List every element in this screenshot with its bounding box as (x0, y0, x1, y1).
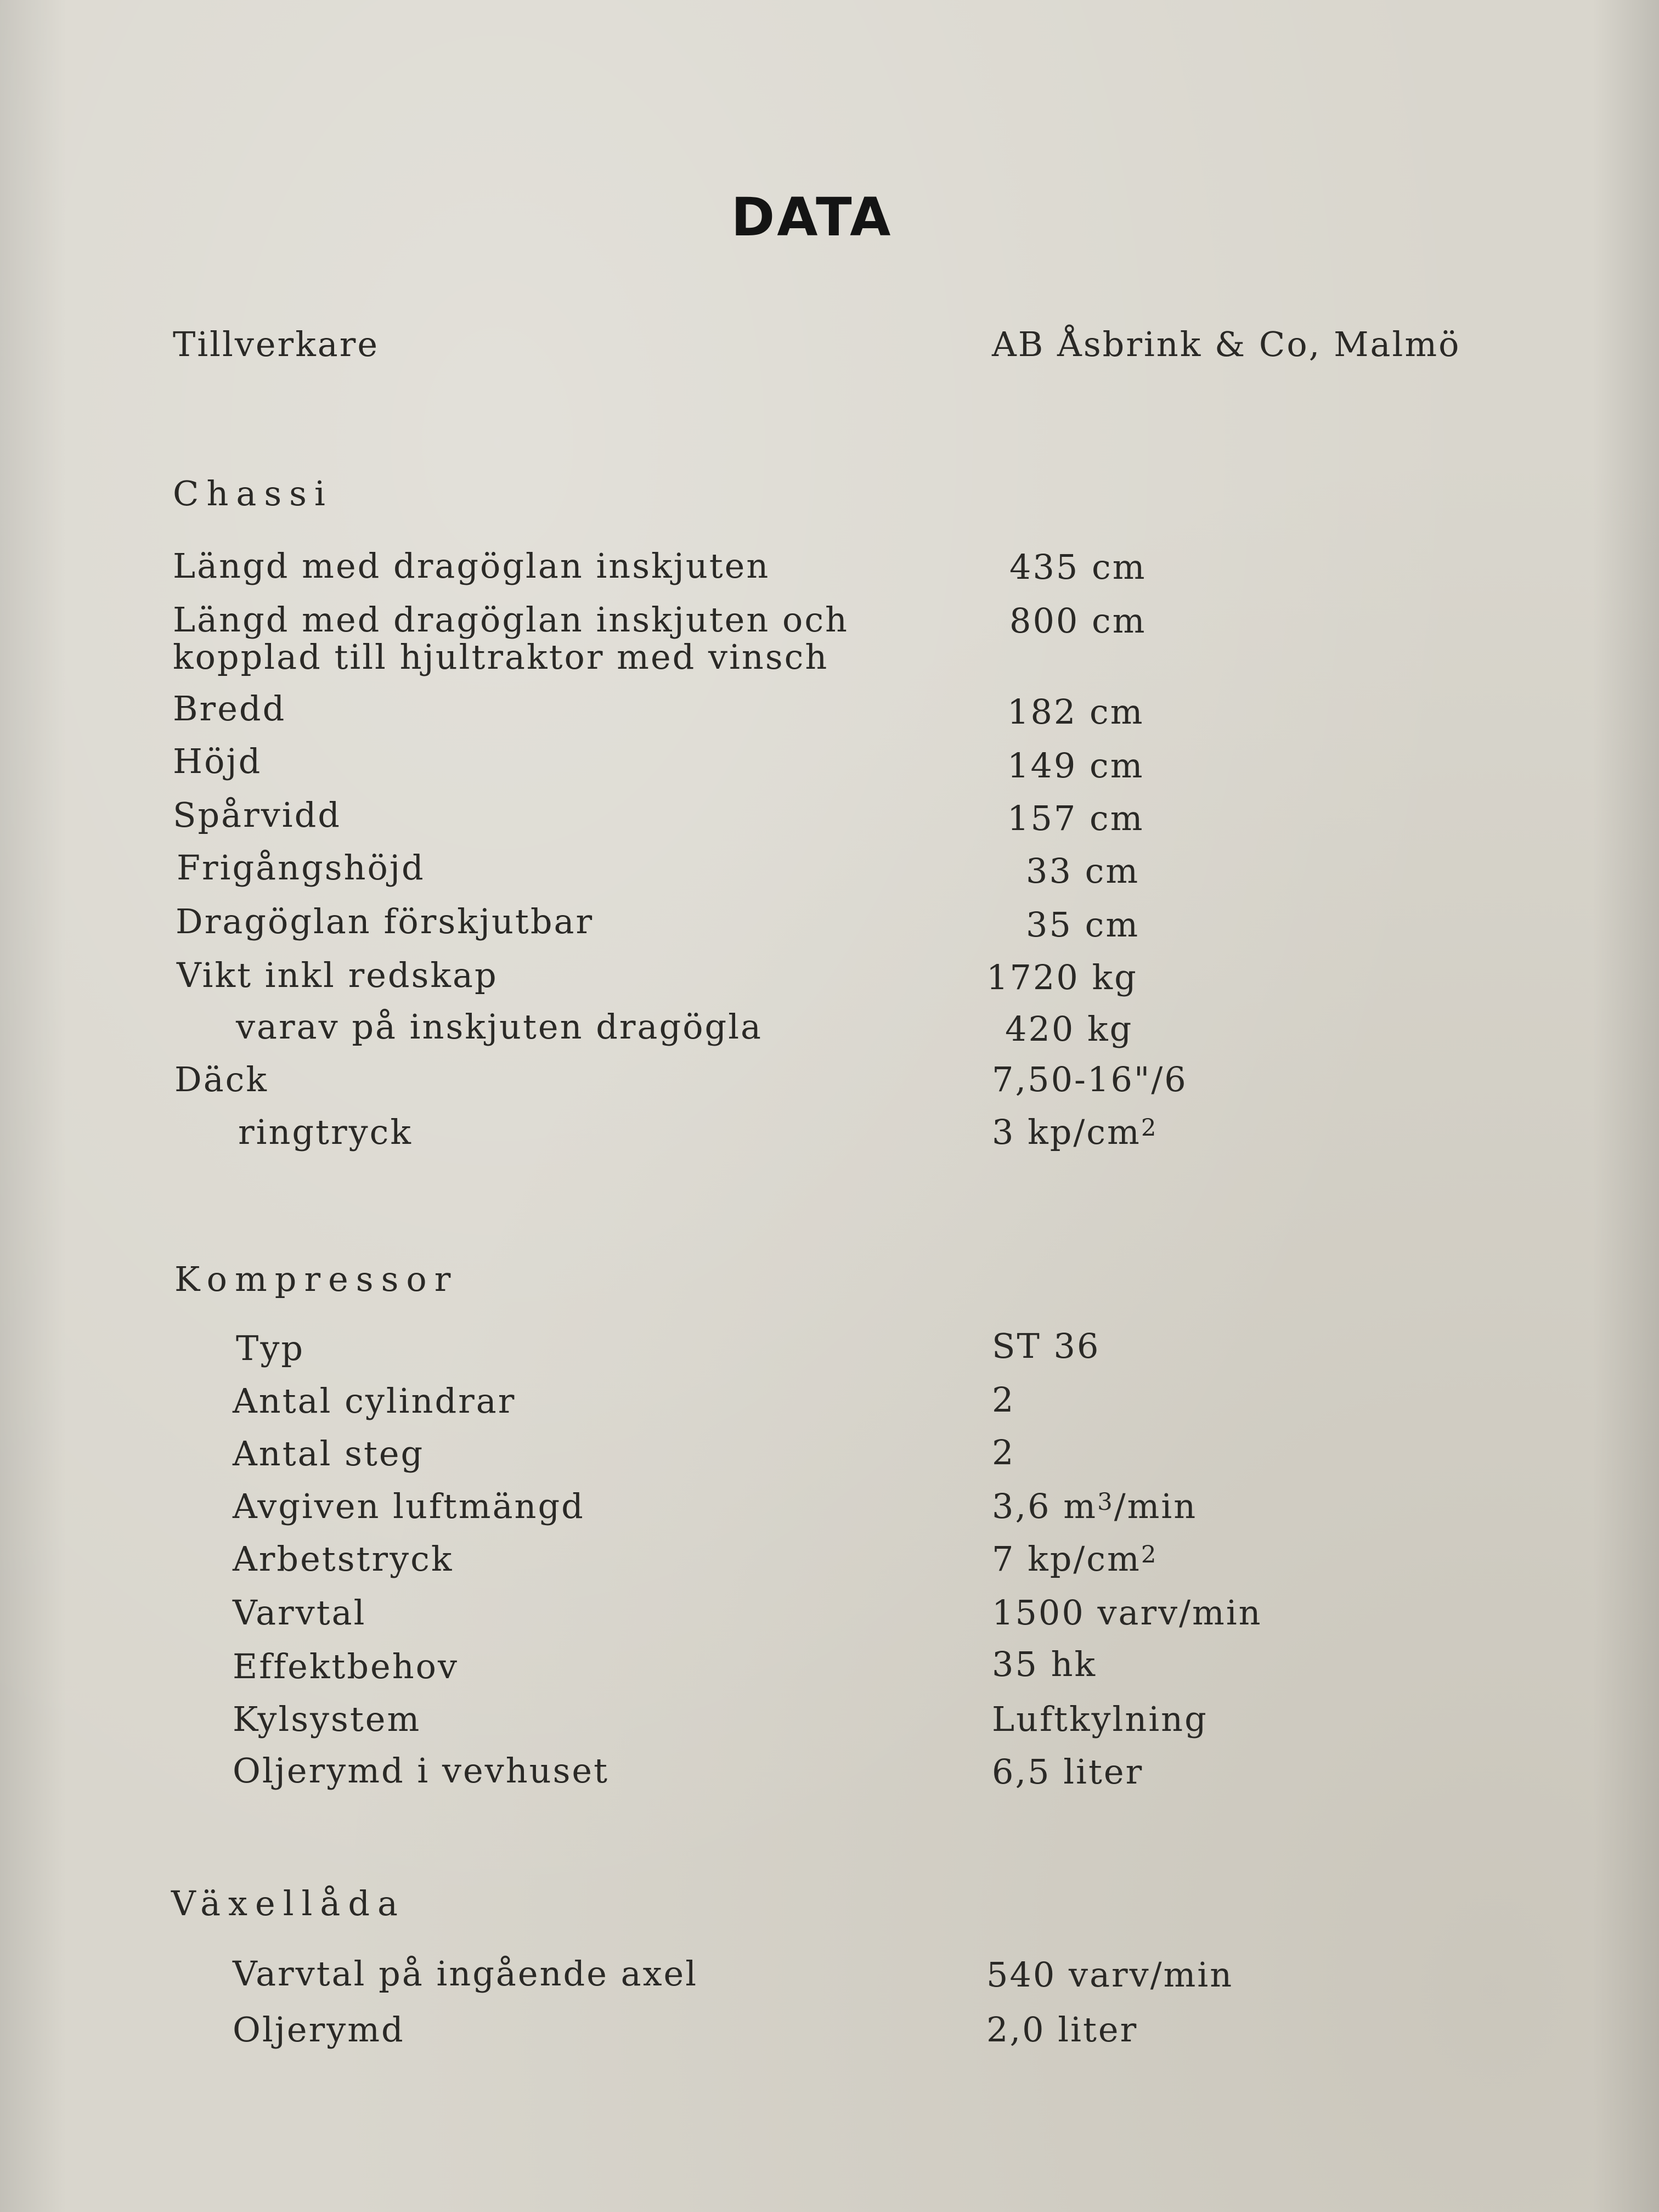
kompressor-label: Typ (236, 1328, 305, 1368)
kompressor-value: 6,5 liter (992, 1752, 1144, 1792)
chassi-label: Bredd (173, 689, 286, 729)
page-title: DATA (731, 187, 893, 248)
vaxellada-label: Varvtal på ingående axel (233, 1954, 698, 1994)
kompressor-label: Avgiven luftmängd (233, 1486, 585, 1526)
kompressor-label: Varvtal (233, 1593, 366, 1633)
kompressor-value: 2 (992, 1380, 1015, 1420)
kompressor-value: 3,6 $m^3/\min$ (992, 1486, 1198, 1526)
chassi-label: Höjd (173, 741, 262, 781)
chassi-value: 149 cm (1007, 746, 1144, 786)
chassi-value: 33 cm (1026, 851, 1140, 891)
kompressor-value: ST 36 (992, 1326, 1101, 1366)
section-heading-vaxellada: Växellåda (171, 1883, 405, 1923)
chassi-value: 7,50-16"/6 (992, 1059, 1188, 1099)
manufacturer-label: Tillverkare (173, 324, 380, 364)
chassi-value: 1720 kg (986, 957, 1138, 997)
chassi-value: 157 cm (1007, 798, 1144, 838)
manufacturer-value: AB Åsbrink & Co, Malmö (992, 324, 1461, 364)
chassi-value: 182 cm (1007, 692, 1144, 732)
kompressor-label: Antal steg (233, 1434, 425, 1474)
chassi-value: 800 cm (1009, 601, 1147, 641)
section-heading-kompressor: Kompressor (174, 1259, 459, 1299)
kompressor-label: Arbetstryck (233, 1539, 454, 1579)
chassi-label: Längd med dragöglan inskjuten (173, 546, 770, 586)
chassi-label: Längd med dragöglan inskjuten och (173, 600, 849, 640)
chassi-value: 3 $kp/cm^2$ (992, 1112, 1158, 1152)
chassi-label-continued: kopplad till hjultraktor med vinsch (173, 637, 829, 677)
vaxellada-value: 2,0 liter (986, 2010, 1138, 2050)
chassi-label: Vikt inkl redskap (177, 955, 498, 995)
kompressor-value: 7 $kp/cm^2$ (992, 1539, 1158, 1579)
vaxellada-label: Oljerymd (233, 2010, 405, 2050)
chassi-value: 35 cm (1026, 905, 1140, 945)
chassi-label: Dragöglan förskjutbar (176, 901, 594, 941)
kompressor-value: 1500 varv/min (992, 1593, 1262, 1633)
kompressor-label: Kylsystem (233, 1699, 421, 1739)
kompressor-value: 2 (992, 1432, 1015, 1472)
chassi-label: Däck (174, 1059, 268, 1099)
chassi-value: 435 cm (1009, 547, 1147, 587)
chassi-label: Spårvidd (173, 795, 341, 835)
kompressor-label: Effektbehov (233, 1646, 459, 1686)
kompressor-label: Oljerymd i vevhuset (233, 1751, 609, 1791)
kompressor-label: Antal cylindrar (233, 1381, 516, 1421)
kompressor-value: Luftkylning (992, 1699, 1208, 1739)
chassi-label: Frigångshöjd (177, 848, 425, 888)
chassi-label: varav på inskjuten dragögla (236, 1007, 763, 1047)
chassi-value: 420 kg (1005, 1009, 1133, 1049)
kompressor-value: 35 hk (992, 1644, 1097, 1684)
vaxellada-value: 540 varv/min (986, 1955, 1234, 1995)
chassi-label: ringtryck (238, 1112, 413, 1152)
section-heading-chassi: Chassi (173, 473, 333, 514)
